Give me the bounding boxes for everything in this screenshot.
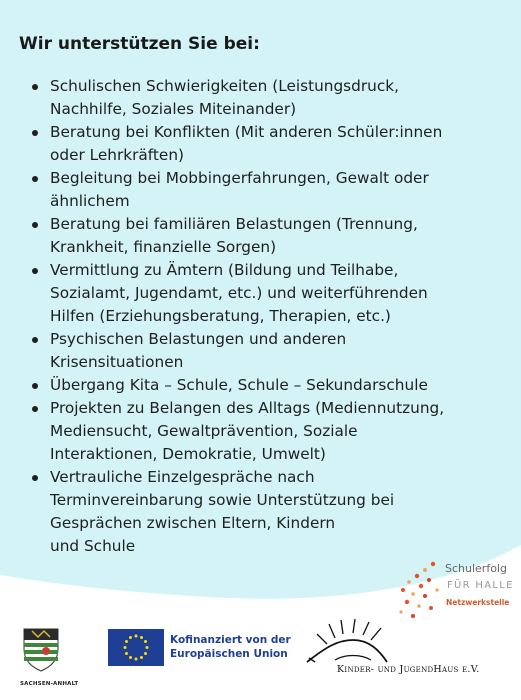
- list-item-text: Begleitung bei Mobbingerfahrungen, Gewalt oder ähnlichem: [50, 169, 429, 210]
- kinder-jugendhaus-label: Kinder- und JugendHaus e.V.: [337, 664, 480, 675]
- list-item-text: Übergang Kita – Schule, Schule – Sekundarschule: [50, 376, 428, 394]
- list-item: [32, 259, 502, 328]
- bullet-icon: [32, 406, 38, 412]
- bullet-icon: [32, 383, 38, 389]
- list-item-text: Vermittlung zu Ämtern (Bildung und Teilhabe, Sozialamt, Jugendamt, etc.) und weiterführenden Hilfen (Erziehungsberatung, Therapien, etc.): [50, 261, 428, 325]
- kinder-jugendhaus-logo-icon: [305, 618, 505, 693]
- list-item: [32, 121, 502, 167]
- support-list: [32, 75, 502, 558]
- bullet-icon: [32, 222, 38, 228]
- list-item-text: Psychischen Belastungen und anderen Krisensituationen: [50, 330, 347, 371]
- sachsen-anhalt-coat-of-arms-icon: [18, 625, 64, 673]
- bullet-icon: [32, 268, 38, 274]
- list-item-text: Vertrauliche Einzelgespräche nach Terminvereinbarung sowie Unterstützung bei Gesprächen zwischen Eltern, Kindern und Schule: [50, 468, 395, 555]
- list-item-text: Beratung bei Konflikten (Mit anderen Schüler:innen oder Lehrkräften): [50, 123, 443, 164]
- bullet-icon: [32, 84, 38, 90]
- list-item-text: Projekten zu Belangen des Alltags (Mediennutzung, Mediensucht, Gewaltprävention, Soziale Interaktionen, Demokratie, Umwelt): [50, 399, 445, 463]
- schulerfolg-tagline: Netzwerkstelle: [446, 598, 510, 607]
- list-item: [32, 213, 502, 259]
- list-item: [32, 167, 502, 213]
- eu-flag-icon: [108, 629, 164, 666]
- bullet-icon: [32, 475, 38, 481]
- list-item: [32, 75, 502, 121]
- list-item: [32, 397, 502, 466]
- schulerfolg-title: Schulerfolg: [445, 562, 507, 575]
- schulerfolg-subtitle: FÜR HALLE: [447, 580, 514, 591]
- list-item: [32, 466, 502, 558]
- list-item-text: Schulischen Schwierigkeiten (Leistungsdruck, Nachhilfe, Soziales Miteinander): [50, 77, 399, 118]
- sachsen-anhalt-label: SACHSEN-ANHALT: [20, 681, 79, 687]
- list-item: [32, 328, 502, 374]
- bullet-icon: [32, 337, 38, 343]
- bullet-icon: [32, 130, 38, 136]
- eu-cofunding-label: Kofinanziert von der Europäischen Union: [170, 634, 291, 660]
- list-item: [32, 374, 502, 397]
- bullet-icon: [32, 176, 38, 182]
- section-heading: Wir unterstützen Sie bei:: [19, 34, 260, 54]
- list-item-text: Beratung bei familiären Belastungen (Trennung, Krankheit, finanzielle Sorgen): [50, 215, 418, 256]
